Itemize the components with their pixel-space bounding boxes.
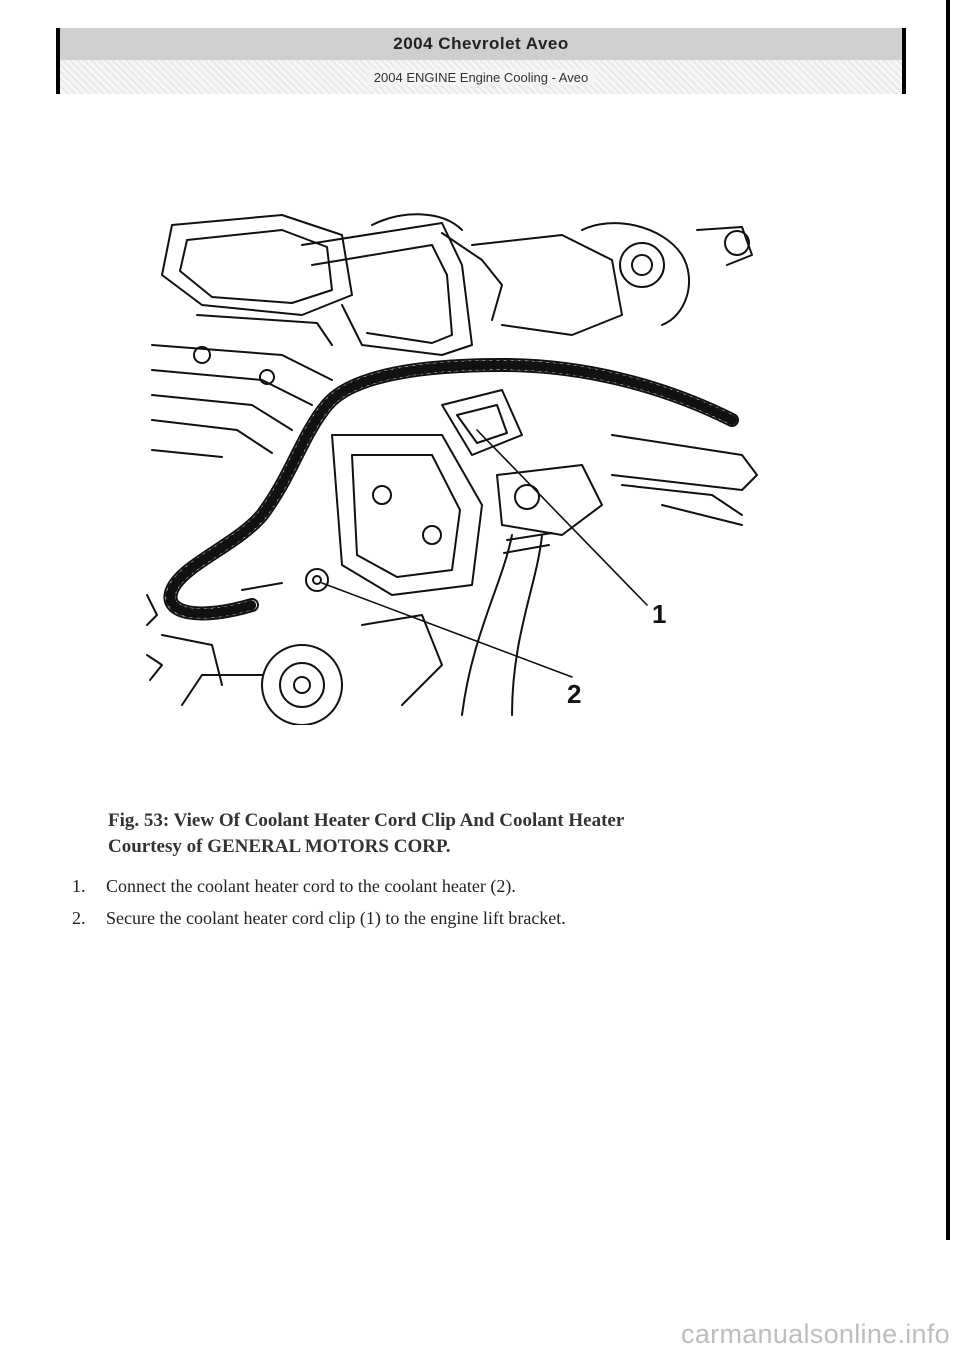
header-subtitle: 2004 ENGINE Engine Cooling - Aveo — [368, 70, 594, 85]
list-item — [72, 906, 872, 930]
step-text: Connect the coolant heater cord to the coolant heater (2). — [106, 876, 516, 896]
step-number: 2. — [72, 908, 86, 928]
engine-illustration — [142, 205, 762, 725]
caption-credit: Courtesy of GENERAL MOTORS CORP. — [108, 836, 451, 857]
caption-title: Fig. 53: View Of Coolant Heater Cord Clip And Coolant Heater — [108, 810, 625, 831]
procedure-steps — [72, 874, 872, 938]
step-text: Secure the coolant heater cord clip (1) to the engine lift bracket. — [106, 908, 566, 928]
header-subtitle-band — [60, 60, 902, 94]
header-title: 2004 Chevrolet Aveo — [60, 28, 902, 60]
step-number: 1. — [72, 876, 86, 896]
site-watermark: carmanualsonline.info — [681, 1319, 950, 1349]
callout-2: 2 — [567, 679, 582, 709]
document-header — [56, 28, 906, 94]
page-border-right — [946, 0, 950, 1240]
callout-1: 1 — [652, 599, 667, 629]
figure-caption — [108, 808, 808, 860]
list-item — [72, 874, 872, 898]
